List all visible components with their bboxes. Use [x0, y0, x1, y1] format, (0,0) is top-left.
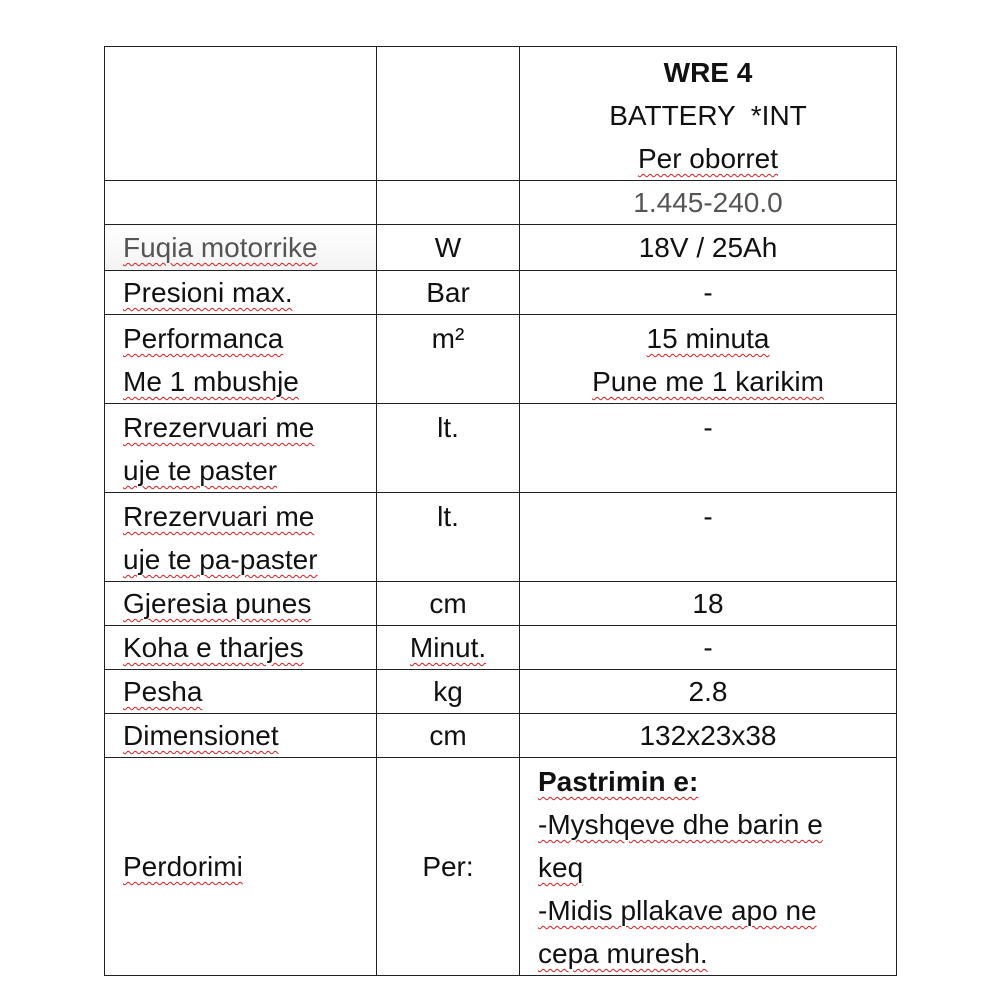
spec-label: Rrezervuari me uje te pa-paster — [105, 493, 377, 582]
spec-unit: cm — [377, 714, 520, 758]
spec-value: 18 — [520, 582, 897, 626]
spec-row — [105, 714, 897, 758]
model-subtitle: BATTERY *INT — [609, 100, 807, 131]
spec-unit: lt. — [377, 493, 520, 582]
model-name: WRE 4 — [663, 57, 753, 88]
spec-label: Rrezervuari me uje te paster — [105, 404, 377, 493]
spec-row — [105, 626, 897, 670]
spec-label: Pesha — [105, 670, 377, 714]
spec-unit: lt. — [377, 404, 520, 493]
header-empty-cell-2 — [377, 47, 520, 181]
header-row — [105, 47, 897, 181]
spec-table — [104, 46, 897, 976]
header-title-cell — [520, 47, 897, 181]
spec-row — [105, 493, 897, 582]
model-purpose: Per oborret — [637, 143, 779, 174]
spec-value: - — [520, 271, 897, 315]
spec-unit: cm — [377, 582, 520, 626]
spec-unit: Bar — [377, 271, 520, 315]
usage-label: Perdorimi — [105, 758, 377, 976]
code-empty-cell-2 — [377, 181, 520, 225]
spec-label: Dimensionet — [105, 714, 377, 758]
spec-row — [105, 271, 897, 315]
spec-unit: W — [377, 225, 520, 271]
spec-row — [105, 315, 897, 404]
spec-label: Gjeresia punes — [105, 582, 377, 626]
spec-value: - — [520, 493, 897, 582]
spec-row — [105, 582, 897, 626]
spec-value: 18V / 25Ah — [520, 225, 897, 271]
header-empty-cell-1 — [105, 47, 377, 181]
spec-unit: kg — [377, 670, 520, 714]
code-row — [105, 181, 897, 225]
spec-value: 15 minuta Pune me 1 karikim — [520, 315, 897, 404]
usage-row — [105, 758, 897, 976]
product-code: 1.445-240.0 — [520, 181, 897, 225]
spec-unit: Minut. — [377, 626, 520, 670]
spec-label: Presioni max. — [105, 271, 377, 315]
spec-row — [105, 404, 897, 493]
spec-unit: m² — [377, 315, 520, 404]
spec-label: Performanca Me 1 mbushje — [105, 315, 377, 404]
spec-row — [105, 670, 897, 714]
spec-value: 132x23x38 — [520, 714, 897, 758]
usage-text: Pastrimin e: -Myshqeve dhe barin e keq -Midis pllakave apo ne cepa muresh. — [520, 758, 897, 976]
spec-value: - — [520, 626, 897, 670]
spec-value: 2.8 — [520, 670, 897, 714]
spec-label: Fuqia motorrike — [105, 225, 377, 271]
code-empty-cell-1 — [105, 181, 377, 225]
spec-label: Koha e tharjes — [105, 626, 377, 670]
usage-unit: Per: — [377, 758, 520, 976]
spec-row — [105, 225, 897, 271]
spec-value: - — [520, 404, 897, 493]
